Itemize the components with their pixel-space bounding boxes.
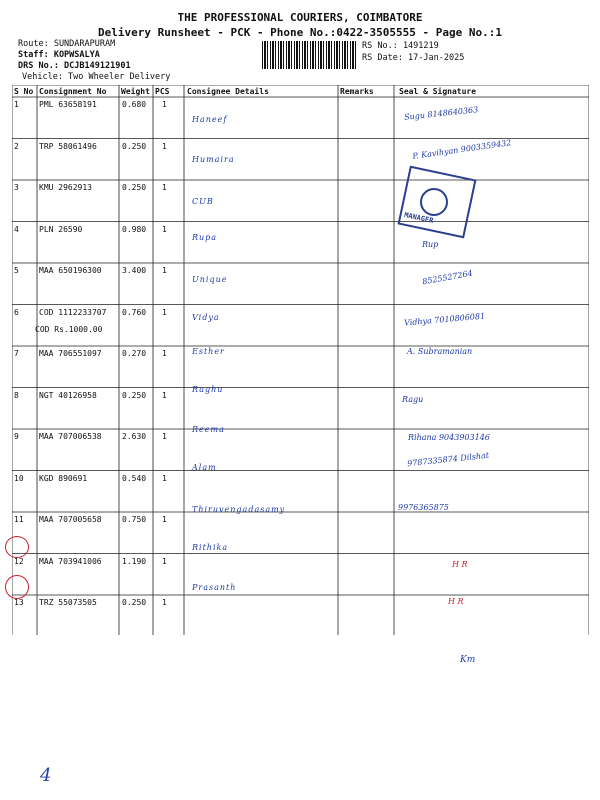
- row-weight: 2.630: [122, 432, 147, 441]
- row-consignee-name: Raghu: [192, 385, 224, 394]
- row-sno: 12: [14, 556, 24, 566]
- row-consignment-no: MAA 703941006: [39, 556, 102, 566]
- row-consignment-no: MAA 707005658: [39, 515, 102, 524]
- row-consignment-no: MAA 650196300: [39, 266, 102, 275]
- vehicle-label: Vehicle: Two Wheeler Delivery: [22, 72, 171, 82]
- row-consignment-no: PML 63658191: [39, 100, 97, 109]
- row-weight: 0.760: [122, 307, 147, 317]
- stamp-seal-circle: [420, 188, 448, 216]
- route-label: Route: SUNDARAPURAM: [18, 39, 116, 49]
- runsheet-subtitle: Delivery Runsheet - PCK - Phone No.:0422-3505555 - Page No.:1: [98, 26, 502, 39]
- table-grid: [12, 85, 589, 635]
- row-consignee-name: Vidya: [192, 313, 220, 322]
- row-consignee-name: Rupa: [192, 233, 218, 242]
- row-consignment-no: MAA 706551097: [39, 349, 102, 358]
- row-signature: Rihana 9043903146: [408, 433, 490, 442]
- row-consignment-no: NGT 40126958: [39, 390, 97, 400]
- row-sno: 6: [14, 307, 19, 317]
- row-consignee-name: Prasanth: [192, 583, 237, 592]
- row-consignment-no: PLN 26590: [39, 224, 83, 234]
- row-consignee-name: CUB: [192, 197, 214, 206]
- row-weight: 0.270: [122, 349, 147, 358]
- row-consignment-no: TRZ 55073505: [39, 598, 97, 607]
- staff-label: Staff: KOPWSALYA: [18, 50, 100, 60]
- row-weight: 0.250: [122, 598, 147, 607]
- row-sno: 4: [14, 224, 19, 234]
- row-consignee-name: Humaira: [192, 155, 235, 164]
- row-consignee-name: Alam: [192, 463, 217, 472]
- column-header: PCS: [155, 87, 170, 96]
- row-sno: 1: [14, 100, 19, 109]
- row-consignee-name: Esther: [192, 347, 225, 356]
- row-sno: 2: [14, 141, 19, 151]
- row-weight: 3.400: [122, 266, 147, 275]
- row-consignee-name: Reema: [192, 425, 225, 434]
- column-header: Remarks: [340, 87, 374, 96]
- row-consignment-no: TRP 58061496: [39, 141, 97, 151]
- row-sno: 8: [14, 390, 19, 400]
- row-pcs: 1: [162, 556, 167, 566]
- row-pcs: 1: [162, 141, 167, 151]
- row-pcs: 1: [162, 183, 167, 192]
- row-sno: 5: [14, 266, 19, 275]
- row-sno: 13: [14, 598, 24, 607]
- row-signature: 8525527264: [421, 268, 474, 287]
- drs-label: DRS No.: DCJB149121901: [18, 61, 131, 71]
- runsheet-table: [12, 85, 589, 635]
- row-signature: 9787335874 Dilshat: [406, 450, 490, 469]
- row-signature: H R: [452, 560, 468, 569]
- row-weight: 0.250: [122, 141, 147, 151]
- row-pcs: 1: [162, 598, 167, 607]
- stamp-text: MANAGER: [403, 211, 435, 225]
- row-pcs: 1: [162, 307, 167, 317]
- row-weight: 1.190: [122, 556, 147, 566]
- row-signature: Rup: [422, 240, 439, 249]
- row-sno: 3: [14, 183, 19, 192]
- page-mark: 4: [40, 765, 52, 786]
- row-consignment-no: KGD 890691: [39, 473, 88, 483]
- row-consignee-name: Unique: [192, 275, 228, 284]
- row-signature: P. Kavihyan 9003359432: [411, 138, 512, 161]
- red-circle-12: [5, 536, 29, 558]
- row-signature: 9976365875: [398, 503, 449, 512]
- row-sno: 11: [14, 515, 24, 524]
- row-signature: Ragu: [402, 395, 424, 404]
- row-sno: 9: [14, 432, 19, 441]
- row-consignee-name: Haneef: [192, 115, 228, 124]
- footer-initial: Km: [460, 655, 476, 665]
- row-consignment-no: KMU 2962913: [39, 183, 92, 192]
- row-signature: A. Subramanian: [407, 347, 473, 356]
- row-weight: 0.680: [122, 100, 147, 109]
- row-pcs: 1: [162, 390, 167, 400]
- row-consignee-name: Thiruvengadasamy: [192, 505, 286, 514]
- row-weight: 0.250: [122, 183, 147, 192]
- row-signature: H R: [448, 597, 464, 606]
- row-signature: Sugu 8148640363: [403, 105, 479, 122]
- row-weight: 0.750: [122, 515, 147, 524]
- rs-no-label: RS No.: 1491219: [362, 41, 439, 51]
- company-title: THE PROFESSIONAL COURIERS, COIMBATORE: [177, 11, 423, 24]
- rs-date-label: RS Date: 17-Jan-2025: [362, 53, 465, 63]
- column-header: Seal & Signature: [399, 87, 477, 96]
- row-pcs: 1: [162, 100, 167, 109]
- row-pcs: 1: [162, 224, 167, 234]
- column-header: Consignee Details: [187, 87, 269, 96]
- barcode: [262, 41, 356, 69]
- row-pcs: 1: [162, 515, 167, 524]
- row-consignment-no: MAA 707006538: [39, 432, 102, 441]
- column-header: Weight: [121, 87, 150, 96]
- column-header: S No: [14, 87, 34, 96]
- row-signature: Vidhya 7010806081: [403, 311, 486, 328]
- row-pcs: 1: [162, 349, 167, 358]
- row-sno: 10: [14, 473, 24, 483]
- row-weight: 0.250: [122, 390, 147, 400]
- row-weight: 0.980: [122, 224, 147, 234]
- row-cod-note: COD Rs.1000.00: [35, 324, 103, 334]
- row-pcs: 1: [162, 266, 167, 275]
- row-sno: 7: [14, 349, 19, 358]
- red-circle-13: [5, 575, 29, 599]
- row-pcs: 1: [162, 432, 167, 441]
- row-pcs: 1: [162, 473, 167, 483]
- column-header: Consignment No: [39, 87, 107, 96]
- row-consignment-no: COD 1112233707: [39, 307, 107, 317]
- row-weight: 0.540: [122, 473, 147, 483]
- row-consignee-name: Rithika: [192, 543, 229, 552]
